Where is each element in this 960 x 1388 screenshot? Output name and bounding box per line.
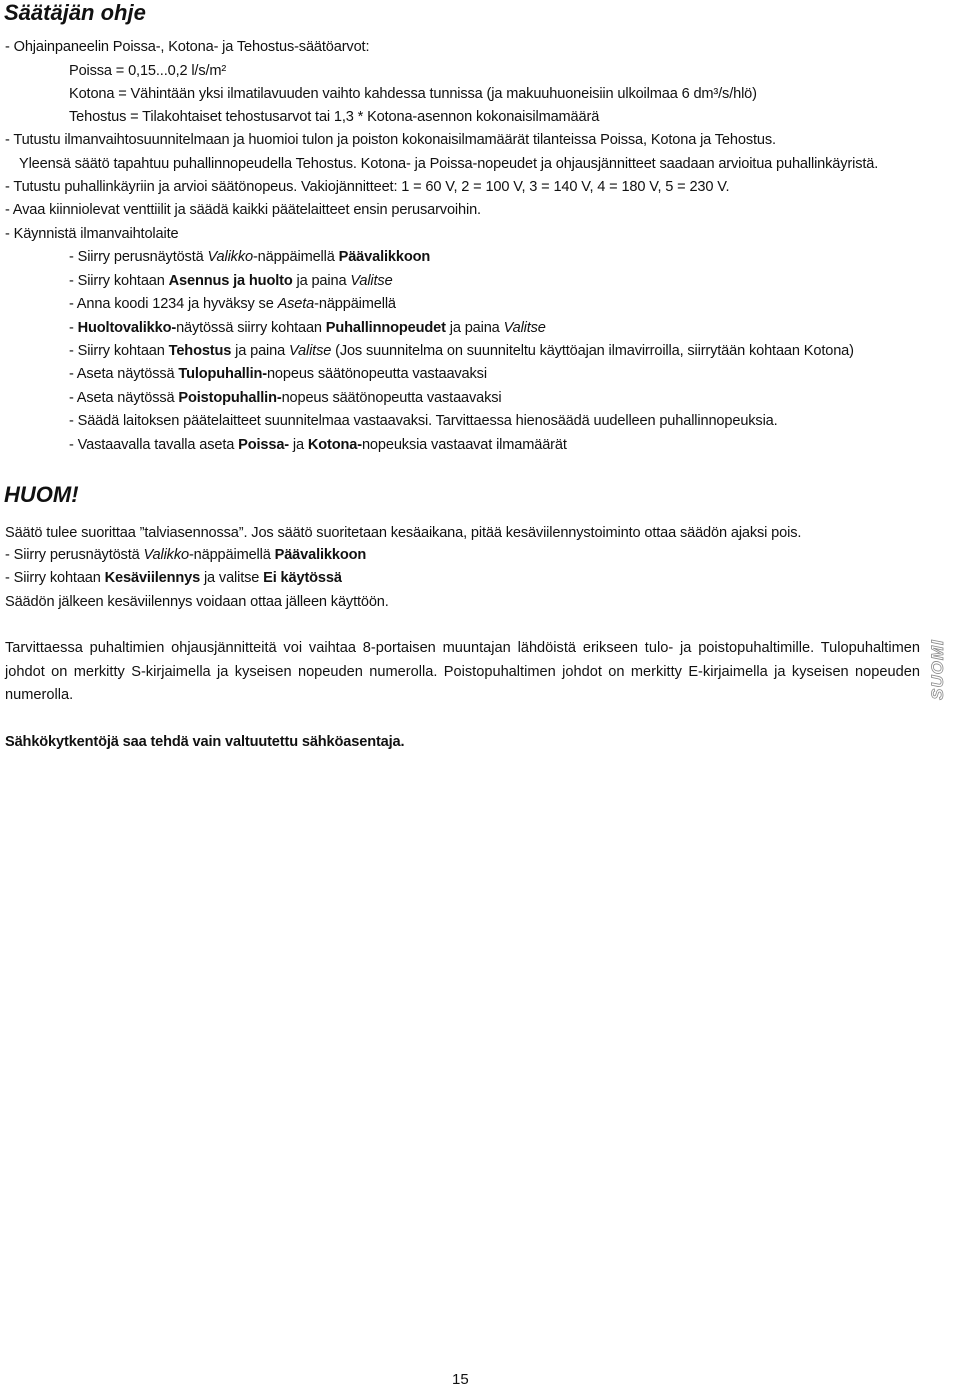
step-line: Tehostus = Tilakohtaiset tehostusarvot tai 1,3 * Kotona-asennon kokonaisilmamäärä	[69, 109, 600, 125]
transformer-paragraph: Tarvittaessa puhaltimien ohjausjännitteitä voi vaihtaa 8-portaisen muuntajan lähdöistä erikseen tulo- ja poistopuhaltimille. Tulopuhaltimen johdot on merkitty S-kirjaimella ja kyseisen nopeuden numerolla. Poistopuhaltimen johdot on merkitty E-kirjaimella ja kyseisen nopeuden numerolla.	[5, 640, 920, 703]
step-line: Poissa = 0,15...0,2 l/s/m²	[69, 63, 227, 79]
step-line: - Käynnistä ilmanvaihtolaite	[5, 226, 179, 242]
substep-line: - Säädä laitoksen päätelaitteet suunnitelmaa vastaavaksi. Tarvittaessa hienosäädä uudelleen puhallinnopeuksia.	[69, 413, 778, 429]
language-side-label: SUOMI	[928, 639, 947, 700]
huom-line: - Siirry perusnäytöstä Valikko-näppäimellä Päävalikkoon	[5, 547, 367, 563]
substep-line: - Siirry kohtaan Asennus ja huolto ja paina Valitse	[69, 273, 393, 289]
substep-line: - Siirry kohtaan Tehostus ja paina Valitse (Jos suunnitelma on suunniteltu käyttöajan ilmavirroilla, siirrytään kohtaan Kotona)	[69, 343, 854, 359]
huom-line: Säätö tulee suorittaa ”talviasennossa”. Jos säätö suoritetaan kesäaikana, pitää kesäviilennystoiminto ottaa säädön ajaksi pois.	[5, 525, 802, 541]
page-title: Säätäjän ohje	[4, 0, 146, 25]
substep-line: - Vastaavalla tavalla aseta Poissa- ja Kotona-nopeuksia vastaavat ilmamäärät	[69, 437, 567, 453]
step-line: Kotona = Vähintään yksi ilmatilavuuden vaihto kahdessa tunnissa (ja makuuhuoneisiin ulkoilmaa 6 dm³/s/hlö)	[69, 86, 757, 102]
step-line: - Ohjainpaneelin Poissa-, Kotona- ja Tehostus-säätöarvot:	[5, 39, 370, 55]
step-line: - Tutustu puhallinkäyriin ja arvioi säätönopeus. Vakiojännitteet: 1 = 60 V, 2 = 100 V, 3 = 140 V, 4 = 180 V, 5 = 230 V.	[5, 179, 730, 195]
substep-line: - Aseta näytössä Tulopuhallin-nopeus säätönopeutta vastaavaksi	[69, 366, 487, 382]
page-number: 15	[452, 1371, 469, 1388]
step-line: - Tutustu ilmanvaihtosuunnitelmaan ja huomioi tulon ja poiston kokonaisilmamäärät tilanteissa Poissa, Kotona ja Tehostus.	[5, 132, 776, 148]
huom-line: Säädön jälkeen kesäviilennys voidaan ottaa jälleen käyttöön.	[5, 594, 389, 610]
substep-line: - Anna koodi 1234 ja hyväksy se Aseta-näppäimellä	[69, 296, 396, 312]
huom-heading: HUOM!	[4, 482, 79, 507]
electrical-warning: Sähkökytkentöjä saa tehdä vain valtuutettu sähköasentaja.	[5, 734, 405, 750]
substep-line: - Huoltovalikko-näytössä siirry kohtaan Puhallinnopeudet ja paina Valitse	[69, 320, 546, 336]
huom-line: - Siirry kohtaan Kesäviilennys ja valitse Ei käytössä	[5, 570, 342, 586]
substep-line: - Siirry perusnäytöstä Valikko-näppäimellä Päävalikkoon	[69, 249, 431, 265]
step-line: - Avaa kiinniolevat venttiilit ja säädä kaikki päätelaitteet ensin perusarvoihin.	[5, 202, 481, 218]
substep-line: - Aseta näytössä Poistopuhallin-nopeus säätönopeutta vastaavaksi	[69, 390, 502, 406]
step-line: Yleensä säätö tapahtuu puhallinnopeudella Tehostus. Kotona- ja Poissa-nopeudet ja ohjausjännitteet saadaan arvioitua puhallinkäyristä.	[19, 156, 879, 172]
